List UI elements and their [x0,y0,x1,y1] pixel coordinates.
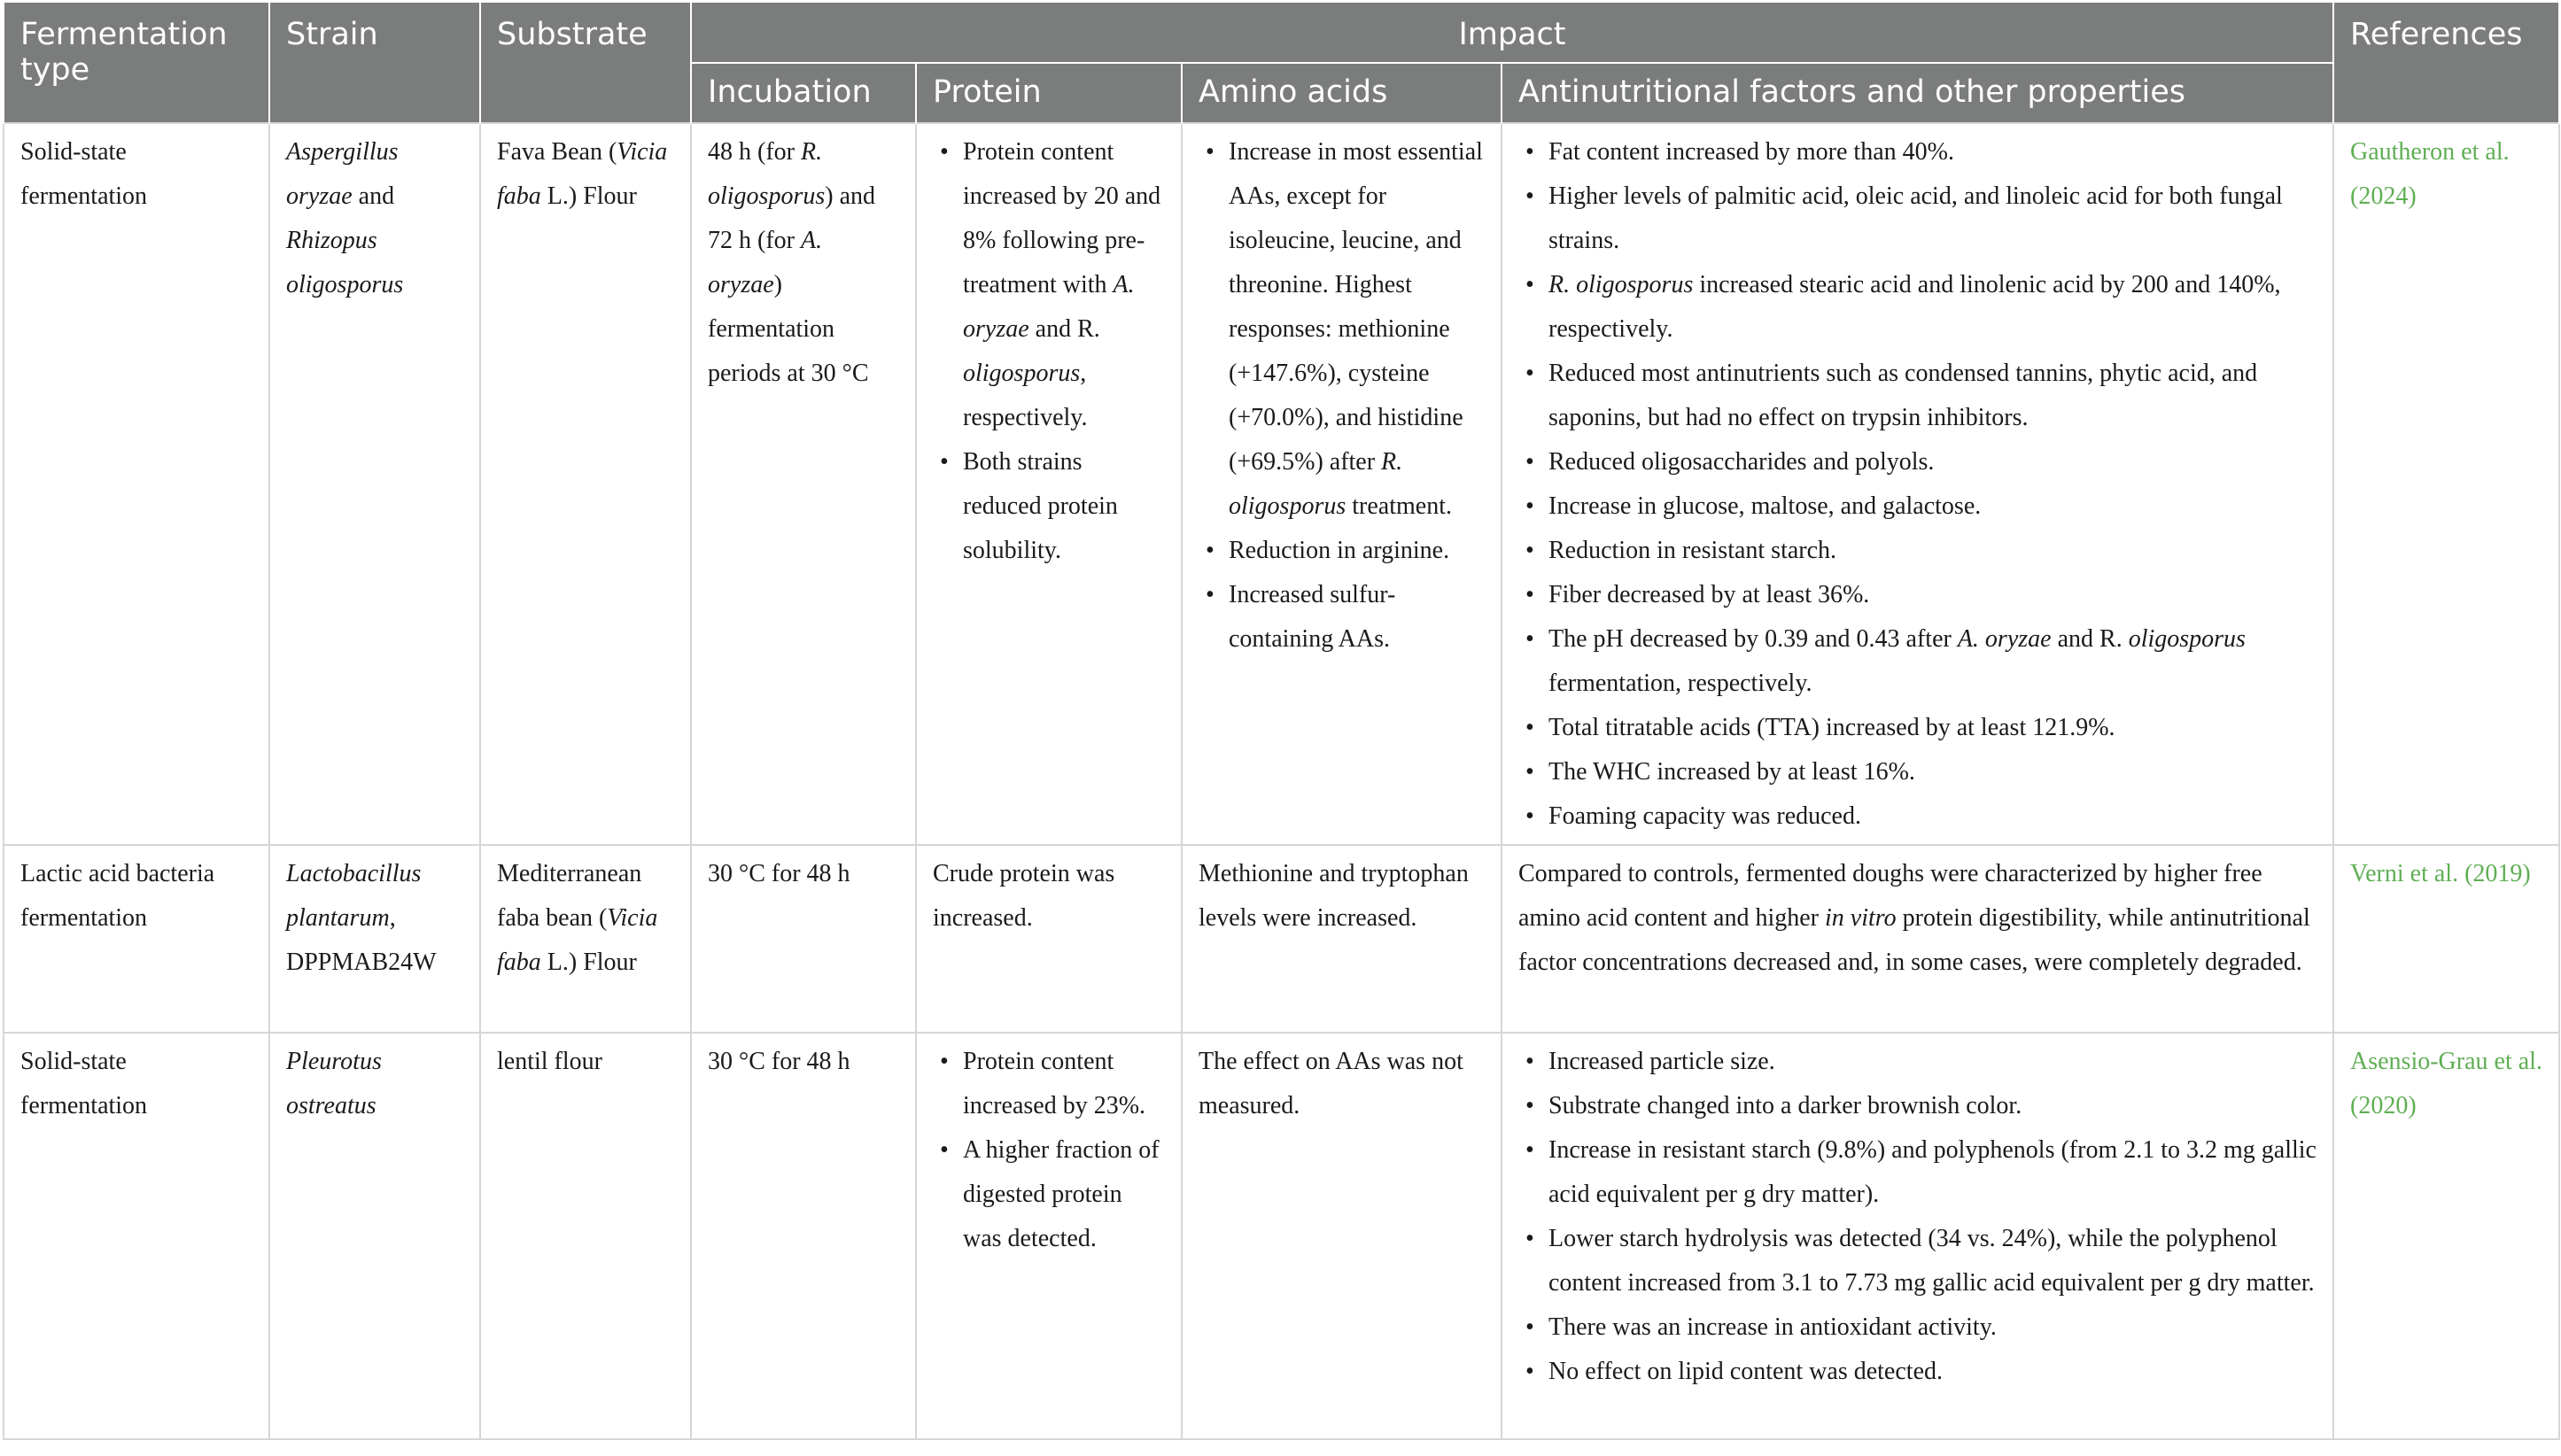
reference-link[interactable]: Verni et al. (2019) [2350,859,2531,887]
species-name: A. oryzae [1957,625,2052,654]
incubation-text: ) and 72 h (for [708,182,876,255]
species-name: oligosporus [2128,625,2246,654]
strain-code: , DPPMAB24W [286,903,437,976]
cell-reference [2333,123,2559,845]
list-item: • Reduced oligosaccharides and polyols. [1518,440,2317,484]
cell-antinutritional [1502,1033,2333,1439]
protein-list [933,1040,1165,1261]
cell-substrate [480,123,691,845]
header-antinutritional: Antinutritional factors and other properties [1502,63,2333,123]
header-substrate: Substrate [480,3,691,123]
list-item: • Total titratable acids (TTA) increased by at least 121.9%. [1518,706,2317,750]
substrate-text: L.) Flour [540,182,637,211]
antinutritional-list [1518,130,2317,839]
reference-link[interactable]: Asensio-Grau et al. (2020) [2350,1047,2542,1119]
reference-link[interactable]: Gautheron et al. (2024) [2350,138,2510,211]
item-text-italic: in vitro [1825,903,1897,932]
header-references: References [2333,3,2559,123]
species-name: Vicia faba [497,138,668,211]
strain-name: Lactobacillus plantarum [286,859,422,932]
item-text: Increase in most essential AAs, except for isoleucine, leucine, and threonine. Highest responses: methionine (+147.6%), cysteine (+70.0%), and histidine (+69.5%) after [1229,138,1483,476]
header-protein: Protein [916,63,1182,123]
cell-amino-acids [1182,123,1502,845]
cell-antinutritional [1502,845,2333,1033]
list-item: • Reduced most antinutrients such as condensed tannins, phytic acid, and saponins, but had no effect on trypsin inhibitors. [1518,352,2317,440]
list-item: • A higher fraction of digested protein was detected. [933,1128,1165,1261]
cell-substrate: lentil flour [480,1033,691,1439]
strain-name: Rhizopus oligosporus [286,227,404,299]
item-text: The pH decreased by 0.39 and 0.43 after [1548,625,1958,654]
substrate-text: Mediterranean faba bean ( [497,859,642,932]
species-name: R. oligosporus [708,138,826,211]
cell-incubation [691,123,916,845]
item-text: and R. [2051,625,2129,654]
species-name: A. oryzae [963,271,1135,344]
item-text: and R. [1028,315,1100,344]
item-text: Protein content increased by 20 and 8% following pre-treatment with [963,138,1161,299]
table-row [4,1033,2559,1439]
list-item: • No effect on lipid content was detected. [1518,1350,2317,1394]
substrate-text: Fava Bean ( [497,138,617,167]
fermentation-table [3,3,2560,1440]
cell-antinutritional [1502,123,2333,845]
item-text: increased stearic acid and linolenic acid by 200 and 140%, respectively. [1548,271,2281,344]
list-item [1518,617,2317,706]
strain-name: Aspergillus oryzae [286,138,399,211]
cell-strain [269,1033,480,1439]
incubation-text: 48 h (for [708,138,801,167]
cell-incubation: 30 °C for 48 h [691,845,916,1033]
protein-list [933,130,1165,573]
table-row [4,123,2559,845]
cell-amino-acids: The effect on AAs was not measured. [1182,1033,1502,1439]
list-item [1518,263,2317,352]
cell-protein [916,123,1182,845]
header-row [4,3,2559,63]
species-name: R. oligosporus [1548,271,1694,299]
list-item: • Protein content increased by 23%. [933,1040,1165,1128]
cell-protein [916,1033,1182,1439]
cell-amino-acids: Methionine and tryptophan levels were increased. [1182,845,1502,1033]
cell-protein: Crude protein was increased. [916,845,1182,1033]
item-text: treatment. [1346,492,1452,521]
list-item: • Increase in resistant starch (9.8%) and polyphenols (from 2.1 to 3.2 mg gallic acid equivalent per g dry matter). [1518,1128,2317,1217]
cell-strain [269,845,480,1033]
cell-fermentation-type: Lactic acid bacteria fermentation [4,845,269,1033]
list-item: • There was an increase in antioxidant activity. [1518,1305,2317,1350]
cell-reference [2333,1033,2559,1439]
list-item: • Lower starch hydrolysis was detected (34 vs. 24%), while the polyphenol content increased from 3.1 to 7.73 mg gallic acid equivalent per g dry matter. [1518,1217,2317,1305]
header-strain: Strain [269,3,480,123]
cell-fermentation-type: Solid-state fermentation [4,1033,269,1439]
species-name: oligosporus [963,360,1081,388]
species-name: Vicia faba [497,903,658,976]
list-item: • Fiber decreased by at least 36%. [1518,573,2317,617]
list-item: • Fat content increased by more than 40%. [1518,130,2317,174]
list-item: • Reduction in resistant starch. [1518,529,2317,573]
strain-connector: and [352,182,395,211]
species-name: A. oryzae [708,227,823,299]
table-row [4,845,2559,1033]
item-text: protein digestibility, while antinutritional factor concentrations decreased and, in some cases, were completely degraded. [1518,903,2310,976]
list-item: • The WHC increased by at least 16%. [1518,750,2317,794]
header-amino-acids: Amino acids [1182,63,1502,123]
strain-name: Pleurotus ostreatus [286,1047,382,1119]
item-text: Compared to controls, fermented doughs were characterized by higher free amino acid content and higher [1518,859,2262,932]
cell-fermentation-type: Solid-state fermentation [4,123,269,845]
amino-acids-list [1199,130,1485,662]
header-incubation: Incubation [691,63,916,123]
cell-substrate [480,845,691,1033]
incubation-text: ) fermentation periods at 30 °C [708,271,869,388]
cell-strain [269,123,480,845]
antinutritional-list [1518,1040,2317,1394]
item-text: fermentation, respectively. [1548,670,1812,698]
list-item: • Increased sulfur-containing AAs. [1199,573,1485,662]
list-item: • Substrate changed into a darker brownish color. [1518,1084,2317,1128]
cell-reference [2333,845,2559,1033]
item-text: , respectively. [963,360,1088,432]
header-fermentation-type: Fermentation type [4,3,269,123]
cell-incubation: 30 °C for 48 h [691,1033,916,1439]
list-item: • Higher levels of palmitic acid, oleic acid, and linoleic acid for both fungal strains. [1518,174,2317,263]
species-name: R. oligosporus [1229,448,1403,521]
list-item: • Reduction in arginine. [1199,529,1485,573]
list-item: • Increased particle size. [1518,1040,2317,1084]
header-impact: Impact [691,3,2333,63]
list-item [933,130,1165,440]
list-item [1199,130,1485,529]
list-item: • Foaming capacity was reduced. [1518,794,2317,839]
list-item: • Both strains reduced protein solubility. [933,440,1165,573]
substrate-text: L.) Flour [540,948,637,976]
list-item: • Increase in glucose, maltose, and galactose. [1518,484,2317,529]
